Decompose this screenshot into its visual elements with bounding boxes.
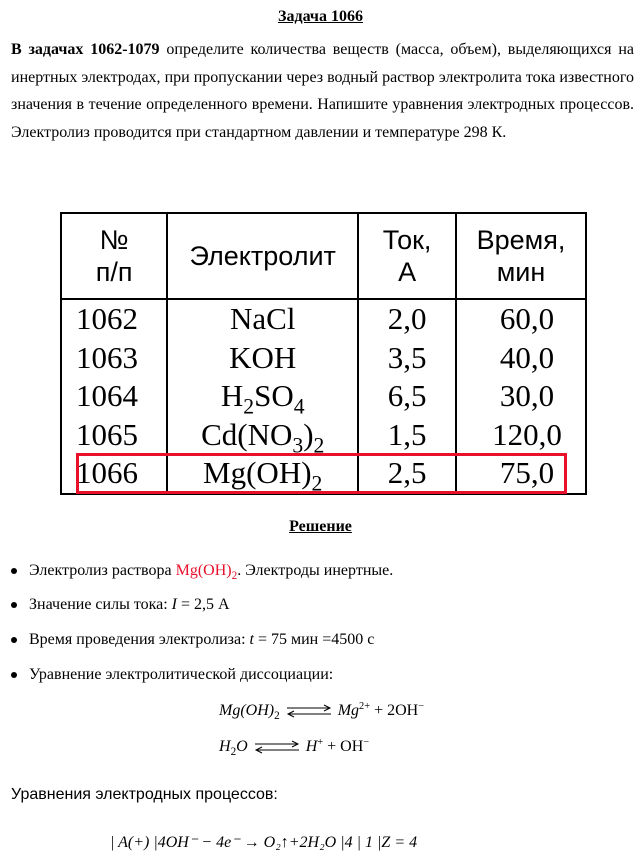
electrode-equation-partial: | A(+) |4OH⁻ − 4e⁻ → O₂↑+2H₂O |4 | 1 |Z = 4 [110,834,418,851]
row-current: 2,5 [358,454,456,494]
bullet-dot [11,637,17,643]
bullet-dot [11,672,17,678]
row-time: 60,0 [456,299,586,339]
row-current: 1,5 [358,416,456,455]
bullet-current: Значение силы тока: I = 2,5 А [11,596,230,614]
table-row [61,339,586,378]
row-electrolyte: $Mg(OH)_2$ [167,454,358,494]
row-number: 1065 [61,416,167,455]
task-title: Задача 1066 [278,8,363,25]
bullet-electrolysis: Электролиз раствора $Mg(OH)_2$. Электроды инертные. [11,562,393,580]
row-time: 40,0 [456,339,586,378]
row-number: 1066 [61,454,167,494]
highlight-formula: $Mg(OH)_2$ [175,562,238,582]
bullet-dot [11,602,17,608]
row-time: 120,0 [456,416,586,455]
row-number: 1063 [61,339,167,378]
row-current: 6,5 [358,377,456,416]
header-number: № п/п [61,213,167,299]
row-time: 75,0 [456,454,586,494]
row-current: 2,0 [358,299,456,339]
equation-dissociation-water: $H_2O$ H+ + OH− [219,736,370,758]
table-row [61,377,586,416]
row-number: 1062 [61,299,167,339]
data-table-wrapper [60,212,587,496]
bullet-dissociation: Уравнение электролитической диссоциации: [11,666,333,684]
task-description [11,36,634,146]
bullet-time: Время проведения электролиза: t = 75 мин =4500 с [11,631,374,649]
equilibrium-arrows-icon [286,704,332,718]
row-electrolyte: NaCl [167,299,358,339]
table-row [61,299,586,339]
task-text: определите количества веществ (масса, объем), выделяющихся на инертных электродах, при пропускании через водный раствор электролита тока известного значения в течение определенного времени. Напишите уравнения электродных процессов. Электролиз проводится при стандартном давлении и температуре 298 К. [11,41,635,141]
row-time: 30,0 [456,377,586,416]
header-time: Время, мин [456,213,586,299]
row-current: 3,5 [358,339,456,378]
header-current: Ток, А [358,213,456,299]
highlight-box [76,453,567,494]
solution-title: Решение [289,518,352,535]
row-electrolyte: KOH [167,339,358,378]
table-row [61,416,586,455]
task-range: В задачах 1062-1079 [11,41,160,58]
row-electrolyte: $Cd(NO_3)_2$ [167,416,358,455]
electrode-processes-title: Уравнения электродных процессов: [11,786,278,803]
equilibrium-arrows-icon [254,740,300,754]
equation-dissociation-mgoh2: $Mg(OH)_2$ $Mg^{2+} + 2OH^-$ [219,700,425,722]
row-number: 1064 [61,377,167,416]
header-electrolyte: Электролит [167,213,358,299]
table-header-row [61,213,586,299]
row-electrolyte: $H_2SO_4$ [167,377,358,416]
bullet-dot [11,568,17,574]
